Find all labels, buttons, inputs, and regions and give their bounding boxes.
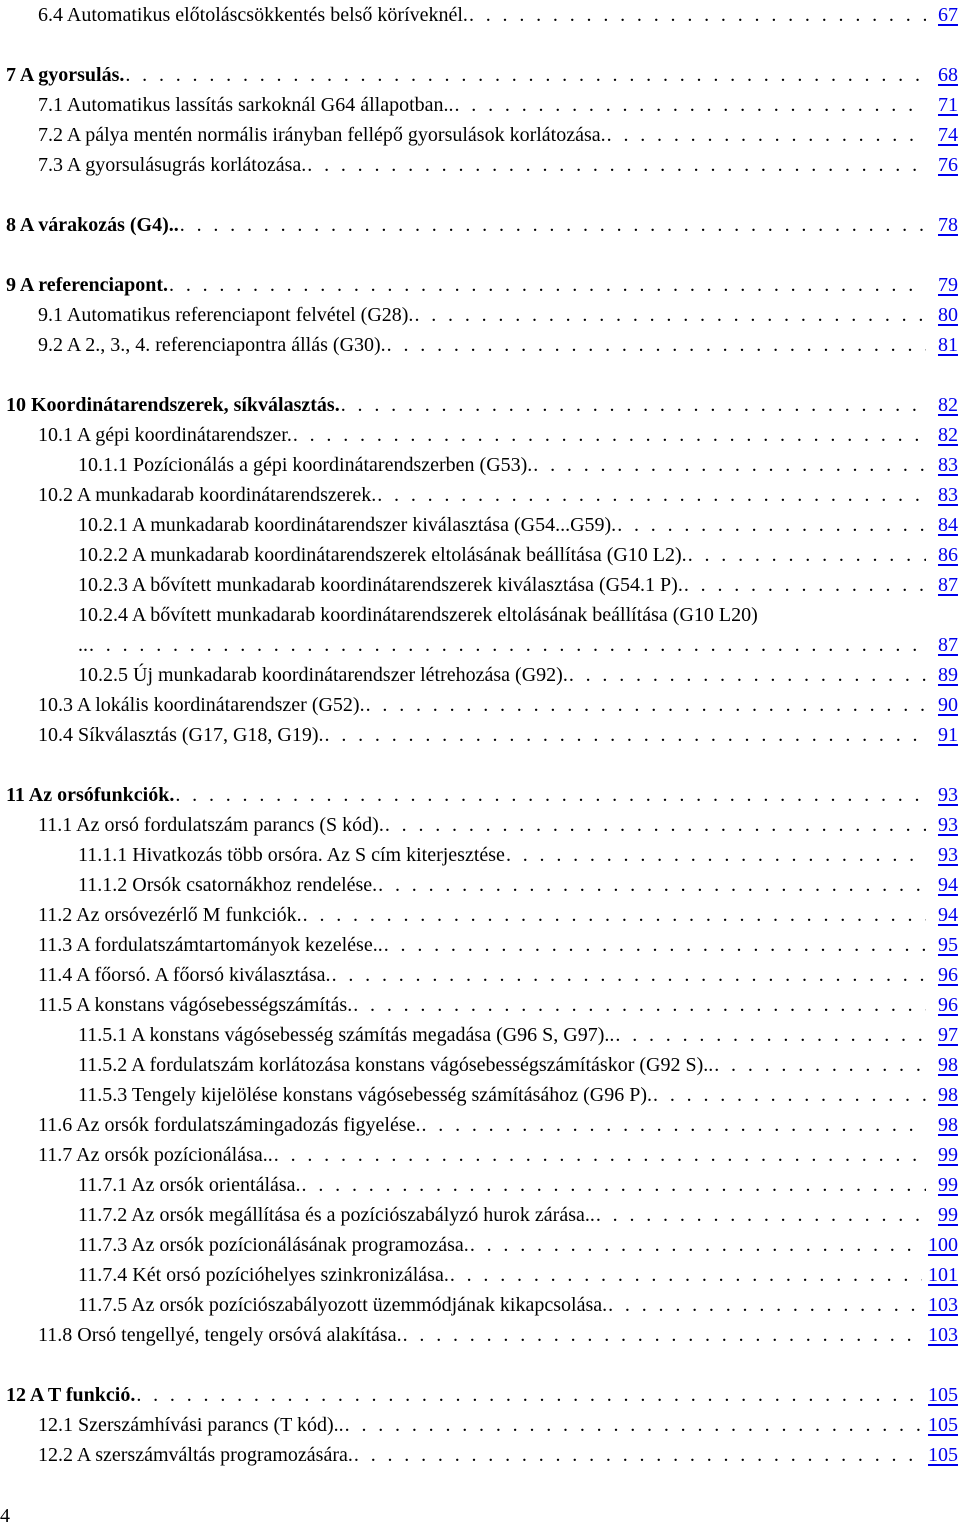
toc-entry bbox=[0, 1440, 960, 1470]
toc-entry-title: 10.4 Síkválasztás (G17, G18, G19). bbox=[38, 724, 324, 746]
dot-leader bbox=[403, 1320, 922, 1350]
toc-entry-title: 7.2 A pálya mentén normális irányban fellépő gyorsulások korlátozása. bbox=[38, 124, 606, 146]
toc-entry bbox=[0, 1110, 960, 1140]
dot-leader bbox=[684, 570, 926, 600]
toc-page-link[interactable]: 105 bbox=[928, 1384, 958, 1406]
toc-entry-title: 11.5.3 Tengely kijelölése konstans vágósebesség számításához (G96 P). bbox=[78, 1084, 653, 1106]
toc-entry bbox=[0, 120, 960, 150]
toc-entry-title: 9.2 A 2., 3., 4. referenciapontra állás (G30). bbox=[38, 334, 386, 356]
toc-page-link[interactable]: 95 bbox=[938, 934, 958, 956]
toc-page-link[interactable]: 105 bbox=[928, 1414, 958, 1436]
toc-entry bbox=[0, 990, 960, 1020]
toc-entry-title: 10.2.1 A munkadarab koordinátarendszer kiválasztása (G54...G59). bbox=[78, 514, 617, 536]
dot-leader bbox=[353, 990, 926, 1020]
dot-leader bbox=[385, 810, 926, 840]
dot-leader bbox=[303, 900, 926, 930]
toc-page-link[interactable]: 93 bbox=[938, 784, 958, 806]
toc-entry-title: 11.7.2 Az orsók megállítása és a pozíciószabályzó hurok zárása.. bbox=[78, 1204, 595, 1226]
toc-entry-title: 11.8 Orsó tengellyé, tengely orsóvá alakítása. bbox=[38, 1324, 402, 1346]
toc-page-link[interactable]: 98 bbox=[938, 1054, 958, 1076]
toc-entry-title: 9 A referenciapont. bbox=[6, 274, 169, 296]
toc-entry-title: 12.1 Szerszámhívási parancs (T kód).. bbox=[38, 1414, 344, 1436]
dot-leader bbox=[615, 1020, 926, 1050]
toc-page-link[interactable]: 99 bbox=[938, 1174, 958, 1196]
page-number: 4 bbox=[0, 1505, 10, 1527]
dot-leader bbox=[341, 390, 926, 420]
dot-leader bbox=[714, 1050, 926, 1080]
dot-leader bbox=[470, 1230, 922, 1260]
toc-page-link[interactable]: 80 bbox=[938, 304, 958, 326]
toc-page-link[interactable]: 82 bbox=[938, 394, 958, 416]
toc-page-link[interactable]: 74 bbox=[938, 124, 958, 146]
toc-entry bbox=[0, 1230, 960, 1260]
toc-page-link[interactable]: 99 bbox=[938, 1144, 958, 1166]
toc-entry bbox=[0, 510, 960, 540]
dot-leader bbox=[533, 450, 926, 480]
toc-entry bbox=[0, 840, 960, 870]
toc-entry bbox=[0, 480, 960, 510]
toc-entry-title: 10.2.4 A bővített munkadarab koordinátarendszerek eltolásának beállítása (G10 L20) bbox=[78, 604, 758, 626]
toc-entry-title: 11.5.1 A konstans vágósebesség számítás megadása (G96 S, G97).. bbox=[78, 1024, 615, 1046]
toc-entry bbox=[0, 390, 960, 420]
dot-leader bbox=[414, 300, 926, 330]
toc-entry-title: 7 A gyorsulás. bbox=[6, 64, 125, 86]
toc-entry bbox=[0, 450, 960, 480]
toc-entry bbox=[0, 690, 960, 720]
toc-entry-title: 10.3 A lokális koordinátarendszer (G52). bbox=[38, 694, 365, 716]
dot-leader bbox=[325, 720, 926, 750]
toc-page-link[interactable]: 83 bbox=[938, 484, 958, 506]
toc-entry bbox=[0, 570, 960, 600]
dot-leader bbox=[175, 780, 926, 810]
toc-page-link[interactable]: 103 bbox=[928, 1294, 958, 1316]
dot-leader bbox=[180, 210, 926, 240]
dot-leader bbox=[607, 120, 926, 150]
toc-entry-title: 10.1 A gépi koordinátarendszer. bbox=[38, 424, 292, 446]
toc-entry bbox=[0, 780, 960, 810]
dot-leader bbox=[345, 1410, 922, 1440]
toc-entry bbox=[0, 330, 960, 360]
toc-entry bbox=[0, 1170, 960, 1200]
toc-page-link[interactable]: 94 bbox=[938, 874, 958, 896]
toc-page-link[interactable]: 76 bbox=[938, 154, 958, 176]
toc-entry bbox=[0, 300, 960, 330]
toc-page-link[interactable]: 68 bbox=[938, 64, 958, 86]
toc-page-link[interactable]: 87 bbox=[938, 634, 958, 656]
toc-entry-title: 11.7.5 Az orsók pozíciószabályozott üzemmódjának kikapcsolása. bbox=[78, 1294, 608, 1316]
toc-page-link[interactable]: 89 bbox=[938, 664, 958, 686]
toc-entry bbox=[0, 0, 960, 30]
toc-entry-title: 8 A várakozás (G4).. bbox=[6, 214, 179, 236]
toc-entry-title: 7.3 A gyorsulásugrás korlátozása. bbox=[38, 154, 307, 176]
toc-page-link[interactable]: 97 bbox=[938, 1024, 958, 1046]
toc-entry bbox=[0, 930, 960, 960]
toc-entry-title: 7.1 Automatikus lassítás sarkoknál G64 állapotban.. bbox=[38, 94, 454, 116]
toc-entry bbox=[0, 540, 960, 570]
dot-leader bbox=[688, 540, 926, 570]
toc-page-link[interactable]: 81 bbox=[938, 334, 958, 356]
toc-page-link[interactable]: 101 bbox=[928, 1264, 958, 1286]
toc-entry bbox=[0, 1200, 960, 1230]
toc-entry bbox=[0, 1260, 960, 1290]
toc-page-link[interactable]: 82 bbox=[938, 424, 958, 446]
toc-entry-title: 9.1 Automatikus referenciapont felvétel (G28). bbox=[38, 304, 414, 326]
toc-entry bbox=[0, 1020, 960, 1050]
toc-page-link[interactable]: 93 bbox=[938, 814, 958, 836]
toc-page-link[interactable]: 87 bbox=[938, 574, 958, 596]
toc-entry-continuation bbox=[0, 630, 960, 660]
toc-page-link[interactable]: 67 bbox=[938, 4, 958, 26]
dot-leader bbox=[302, 1170, 926, 1200]
toc-page-link[interactable]: 94 bbox=[938, 904, 958, 926]
toc-entry bbox=[0, 90, 960, 120]
dot-leader bbox=[455, 90, 927, 120]
dot-leader bbox=[506, 840, 926, 870]
dot-leader bbox=[136, 1380, 922, 1410]
toc-page-link[interactable]: 103 bbox=[928, 1324, 958, 1346]
toc-entry-title: 10.2.3 A bővített munkadarab koordinátarendszerek kiválasztása (G54.1 P). bbox=[78, 574, 683, 596]
toc-page-link[interactable]: 105 bbox=[928, 1444, 958, 1466]
toc-entry-title: 11.3 A fordulatszámtartományok kezelése.. bbox=[38, 934, 383, 956]
toc-page-link[interactable]: 96 bbox=[938, 994, 958, 1016]
toc-entry-title: 12 A T funkció. bbox=[6, 1384, 136, 1406]
toc-page-link[interactable]: 98 bbox=[938, 1114, 958, 1136]
dot-leader bbox=[354, 1440, 922, 1470]
toc-entry-title: 11.7.1 Az orsók orientálása. bbox=[78, 1174, 301, 1196]
dot-leader bbox=[608, 1290, 922, 1320]
toc-entry bbox=[0, 960, 960, 990]
toc-entry-title: 11.7.3 Az orsók pozícionálásának programozása. bbox=[78, 1234, 469, 1256]
toc-entry-title: 11.5.2 A fordulatszám korlátozása konstans vágósebességszámításkor (G92 S).. bbox=[78, 1054, 714, 1076]
dot-leader bbox=[469, 0, 926, 30]
toc-entry-title: 11.1 Az orsó fordulatszám parancs (S kód). bbox=[38, 814, 384, 836]
dot-leader bbox=[125, 60, 926, 90]
toc-entry bbox=[0, 1140, 960, 1170]
dot-leader bbox=[307, 150, 926, 180]
toc-entry-title: 10 Koordinátarendszerek, síkválasztás. bbox=[6, 394, 340, 416]
toc-page-link[interactable]: 100 bbox=[928, 1234, 958, 1256]
toc-page-link[interactable]: 90 bbox=[938, 694, 958, 716]
toc-entry-title: 11.2 Az orsóvezérlő M funkciók. bbox=[38, 904, 302, 926]
toc-entry-title: 11.1.1 Hivatkozás több orsóra. Az S cím kiterjesztése bbox=[78, 844, 505, 866]
toc-entry-title: 10.2.2 A munkadarab koordinátarendszerek eltolásának beállítása (G10 L2). bbox=[78, 544, 687, 566]
toc-page-link[interactable]: 91 bbox=[938, 724, 958, 746]
toc-entry-title: 11.4 A főorsó. A főorsó kiválasztása. bbox=[38, 964, 331, 986]
toc-entry-title: 11.7 Az orsók pozícionálása.. bbox=[38, 1144, 273, 1166]
toc-entry bbox=[0, 1290, 960, 1320]
toc-entry bbox=[0, 810, 960, 840]
toc-page-link[interactable]: 93 bbox=[938, 844, 958, 866]
toc-entry-title: 11.6 Az orsók fordulatszámingadozás figyelése. bbox=[38, 1114, 421, 1136]
toc-entry-title: 6.4 Automatikus előtoláscsökkentés belső köríveknél. bbox=[38, 4, 468, 26]
toc-page-link[interactable]: 71 bbox=[938, 94, 958, 116]
toc-entry-title: 10.2.5 Új munkadarab koordinátarendszer létrehozása (G92). bbox=[78, 664, 568, 686]
toc-page-link[interactable]: 79 bbox=[938, 274, 958, 296]
toc-entry bbox=[0, 1050, 960, 1080]
dot-leader bbox=[366, 690, 926, 720]
toc-entry-title: 10.1.1 Pozícionálás a gépi koordinátarendszerben (G53). bbox=[78, 454, 533, 476]
dot-leader bbox=[332, 960, 926, 990]
toc-entry bbox=[0, 900, 960, 930]
toc-entry bbox=[0, 150, 960, 180]
toc-entry-title: 11.1.2 Orsók csatornákhoz rendelése. bbox=[78, 874, 378, 896]
toc-entry bbox=[0, 210, 960, 240]
toc-page-link[interactable]: 84 bbox=[938, 514, 958, 536]
dot-leader bbox=[384, 930, 926, 960]
dot-leader bbox=[169, 270, 926, 300]
toc-page-link[interactable]: 83 bbox=[938, 454, 958, 476]
toc-entry bbox=[0, 420, 960, 450]
toc-entry bbox=[0, 600, 960, 630]
dot-leader bbox=[293, 420, 926, 450]
toc-entry bbox=[0, 1410, 960, 1440]
toc-entry-title: 10.2 A munkadarab koordinátarendszerek. bbox=[38, 484, 377, 506]
toc-page-link[interactable]: 78 bbox=[938, 214, 958, 236]
toc-entry bbox=[0, 1380, 960, 1410]
dot-leader bbox=[89, 630, 926, 660]
toc-entry bbox=[0, 1320, 960, 1350]
toc-entry bbox=[0, 720, 960, 750]
toc-entry bbox=[0, 60, 960, 90]
toc-page-link[interactable]: 98 bbox=[938, 1084, 958, 1106]
dot-leader bbox=[421, 1110, 926, 1140]
toc-entry bbox=[0, 660, 960, 690]
dot-leader bbox=[617, 510, 926, 540]
toc-entry-title: 12.2 A szerszámváltás programozására. bbox=[38, 1444, 353, 1466]
dot-leader bbox=[653, 1080, 926, 1110]
toc-entry-title: 11.7.4 Két orsó pozícióhelyes szinkronizálása. bbox=[78, 1264, 449, 1286]
toc-entry bbox=[0, 1080, 960, 1110]
dot-leader bbox=[378, 870, 926, 900]
dot-leader bbox=[377, 480, 926, 510]
toc-page-link[interactable]: 96 bbox=[938, 964, 958, 986]
dot-leader bbox=[569, 660, 926, 690]
toc-page-link[interactable]: 86 bbox=[938, 544, 958, 566]
toc-entry-title: 11 Az orsófunkciók. bbox=[6, 784, 175, 806]
toc-entry bbox=[0, 870, 960, 900]
dot-leader bbox=[596, 1200, 926, 1230]
dot-leader bbox=[387, 330, 926, 360]
toc-page-link[interactable]: 99 bbox=[938, 1204, 958, 1226]
toc-entry bbox=[0, 270, 960, 300]
dot-leader bbox=[274, 1140, 926, 1170]
dot-leader bbox=[450, 1260, 922, 1290]
toc-entry-continuation-text: .. bbox=[78, 634, 88, 656]
toc-entry-title: 11.5 A konstans vágósebességszámítás. bbox=[38, 994, 353, 1016]
